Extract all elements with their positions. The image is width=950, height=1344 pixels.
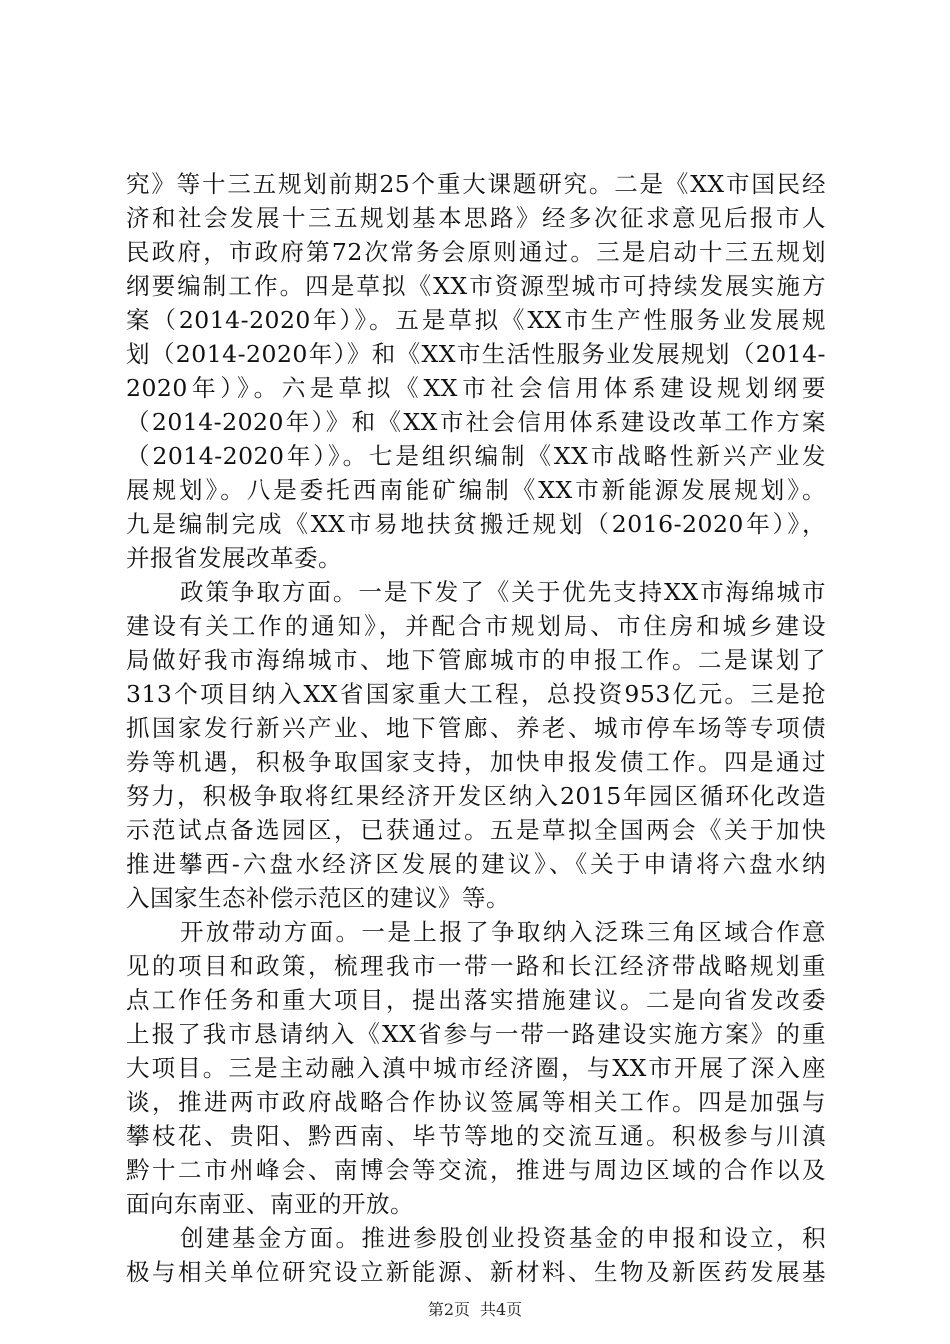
text-line: 大项目。三是主动融入滇中城市经济圈，与XX市开展了深入座 [126,1054,826,1082]
document-body [126,167,826,1289]
text-line: 黔十二市州峰会、南博会等交流，推进与周边区域的合作以及 [126,1156,826,1184]
text-line: 入国家生态补偿示范区的建议》等。 [126,884,510,912]
text-line: 九是编制完成《XX市易地扶贫搬迁规划（2016-2020年）》， [126,510,826,538]
total-pages: 共4页 [480,1300,523,1319]
text-line: 2020年）》。六是草拟《XX市社会信用体系建设规划纲要 [126,374,826,402]
text-line: 极与相关单位研究设立新能源、新材料、生物及新医药发展基 [126,1258,826,1286]
text-line: 上报了我市恳请纳入《XX省参与一带一路建设实施方案》的重 [126,1020,826,1048]
text-line: 抓国家发行新兴产业、地下管廊、养老、城市停车场等专项债 [126,714,826,742]
text-line: 313个项目纳入XX省国家重大工程，总投资953亿元。三是抢 [126,680,826,708]
text-line: 谈，推进两市政府战略合作协议签属等相关工作。四是加强与 [126,1088,826,1116]
text-line: 民政府，市政府第72次常务会原则通过。三是启动十三五规划 [126,238,826,266]
page-footer [0,1300,950,1320]
text-line: （2014-2020年）》和《XX市社会信用体系建设改革工作方案 [126,408,826,436]
paragraph-start-line: 创建基金方面。推进参股创业投资基金的申报和设立，积 [180,1224,826,1252]
text-line: 点工作任务和重大项目，提出落实措施建议。二是向省发改委 [126,986,826,1014]
text-line: 局做好我市海绵城市、地下管廊城市的申报工作。二是谋划了 [126,646,826,674]
text-line: 券等机遇，积极争取国家支持，加快申报发债工作。四是通过 [126,748,826,776]
text-line: 面向东南亚、南亚的开放。 [126,1190,414,1218]
text-line: 建设有关工作的通知》，并配合市规划局、市住房和城乡建设 [126,612,826,640]
text-line: 示范试点备选园区，已获通过。五是草拟全国两会《关于加快 [126,816,826,844]
text-line: 案（2014-2020年）》。五是草拟《XX市生产性服务业发展规 [126,306,826,334]
text-line: 并报省发展改革委。 [126,544,342,572]
text-line: 济和社会发展十三五规划基本思路》经多次征求意见后报市人 [126,204,826,232]
text-line: 推进攀西-六盘水经济区发展的建议》、《关于申请将六盘水纳 [126,850,826,878]
text-line: 划（2014-2020年）》和《XX市生活性服务业发展规划（2014- [126,340,826,368]
text-line: 努力，积极争取将红果经济开发区纳入2015年园区循环化改造 [126,782,826,810]
text-line: 见的项目和政策，梳理我市一带一路和长江经济带战略规划重 [126,952,826,980]
text-line: 攀枝花、贵阳、黔西南、毕节等地的交流互通。积极参与川滇 [126,1122,826,1150]
paragraph-start-line: 开放带动方面。一是上报了争取纳入泛珠三角区域合作意 [180,918,826,946]
page-number: 第2页 [427,1300,470,1319]
text-line: 究》等十三五规划前期25个重大课题研究。二是《XX市国民经 [126,170,826,198]
text-line: （2014-2020年）》。七是组织编制《XX市战略性新兴产业发 [126,442,826,470]
text-line: 展规划》。八是委托西南能矿编制《XX市新能源发展规划》。 [126,476,826,504]
text-line: 纲要编制工作。四是草拟《XX市资源型城市可持续发展实施方 [126,272,826,300]
paragraph-start-line: 政策争取方面。一是下发了《关于优先支持XX市海绵城市 [180,578,826,606]
